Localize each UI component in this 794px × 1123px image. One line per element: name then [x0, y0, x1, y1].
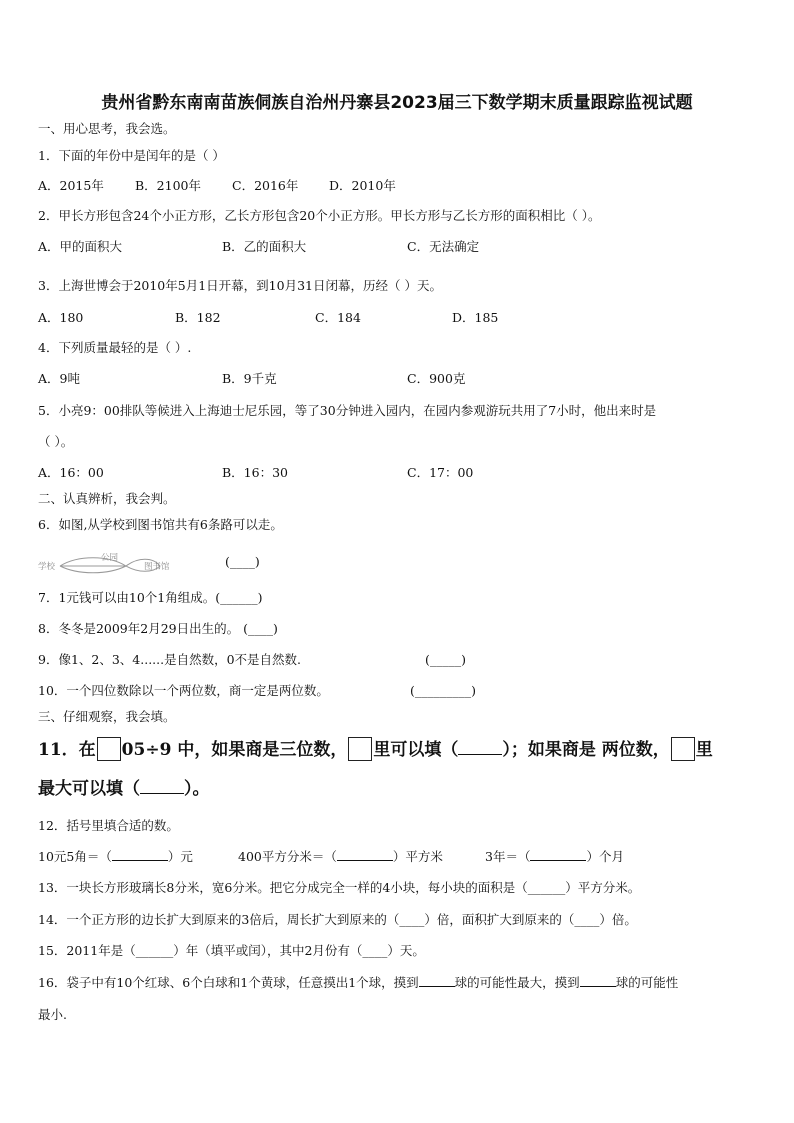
- question-11-line2: [38, 778, 210, 800]
- q16-blank-1[interactable]: [419, 986, 455, 987]
- q1-option-b: B．2100年: [135, 178, 201, 193]
- q11-part4: ）；如果商是 两位数，: [502, 740, 670, 760]
- q16-part2: 球的可能性最大，摸到: [454, 975, 580, 990]
- question-5-stem-cont: （ ）。: [38, 434, 74, 449]
- q1-option-a: A．2015年: [38, 178, 104, 193]
- q12-a-suffix: ）元: [167, 849, 193, 864]
- section-heading-1: 一、用心思考，我会选。: [38, 121, 176, 136]
- section-heading-3: 三、仔细观察，我会填。: [38, 709, 176, 724]
- question-5-stem: 5．小亮9：00排队等候进入上海迪士尼乐园，等了30分钟进入园内，在园内参观游玩共用了7小时，他出来时是: [38, 403, 657, 418]
- question-6-stem: 6．如图,从学校到图书馆共有6条路可以走。: [38, 517, 283, 532]
- fig-label-park: 公园: [101, 553, 119, 563]
- q5-option-a: A．16：00: [38, 465, 104, 480]
- q16-part1: 16．袋子中有10个红球、6个白球和1个黄球，任意摸出1个球，摸到: [38, 975, 419, 990]
- question-16-line2: 最小.: [38, 1007, 67, 1022]
- q5-option-b: B．16：30: [222, 465, 288, 480]
- q16-blank-2[interactable]: [580, 986, 616, 987]
- q12-item-c: [485, 849, 624, 865]
- route-diagram: [38, 553, 178, 575]
- question-13: 13．一块长方形玻璃长8分米，宽6分米。把它分成完全一样的4小块，每小块的面积是（______）平方分米。: [38, 880, 641, 895]
- q9-answer-paren: (_____): [425, 652, 467, 667]
- q12-b-blank[interactable]: [337, 860, 393, 861]
- q4-option-b: B．9千克: [222, 371, 277, 386]
- q2-option-c: C．无法确定: [407, 239, 480, 254]
- q11-part2: 05÷9 中，如果商是三位数，: [121, 740, 348, 760]
- question-4-stem: 4．下列质量最轻的是（ ）.: [38, 340, 192, 355]
- fig-label-school: 学校: [38, 562, 56, 572]
- q11-box-3[interactable]: [671, 737, 695, 761]
- fig-label-library: 图书馆: [144, 562, 170, 572]
- question-14: 14．一个正方形的边长扩大到原来的3倍后，周长扩大到原来的（____）倍，面积扩大到原来的（____）倍。: [38, 912, 637, 927]
- question-2-stem: 2．甲长方形包含24个小正方形，乙长方形包含20个小正方形。甲长方形与乙长方形的面积相比（ ）。: [38, 208, 601, 223]
- q11-part3: 里可以填（: [373, 740, 459, 760]
- q12-b-prefix: 400平方分米＝（: [238, 849, 337, 864]
- q3-option-c: C．184: [315, 310, 361, 325]
- question-16-line1: [38, 975, 678, 991]
- q2-option-b: B．乙的面积大: [222, 239, 307, 254]
- q16-part3: 球的可能性: [615, 975, 679, 990]
- q12-a-prefix: 10元5角＝（: [38, 849, 112, 864]
- q10-answer-paren: (_________): [410, 683, 477, 698]
- q3-option-a: A．180: [38, 310, 84, 325]
- q2-option-a: A．甲的面积大: [38, 239, 123, 254]
- q3-option-b: B．182: [175, 310, 221, 325]
- page-title: 贵州省黔东南南苗族侗族自治州丹寨县2023届三下数学期末质量跟踪监视试题: [101, 93, 693, 113]
- question-3-stem: 3．上海世博会于2010年5月1日开幕，到10月31日闭幕，历经（ ）天。: [38, 278, 442, 293]
- q11-part5: 里: [695, 740, 713, 760]
- question-7: 7．1元钱可以由10个1角组成。(______): [38, 590, 263, 605]
- q11-part1: 11．在: [38, 740, 96, 760]
- question-1-stem: 1．下面的年份中是闰年的是（ ）: [38, 148, 225, 163]
- question-15: 15．2011年是（______）年（填平或闰），其中2月份有（____）天。: [38, 943, 425, 958]
- q6-answer-paren: (____): [225, 554, 260, 569]
- q5-option-c: C．17：00: [407, 465, 474, 480]
- q11-box-2[interactable]: [348, 737, 372, 761]
- question-11-line1: [38, 737, 713, 761]
- q3-option-d: D．185: [452, 310, 499, 325]
- q11-blank-2[interactable]: [140, 793, 184, 794]
- q4-option-c: C．900克: [407, 371, 466, 386]
- q11-blank-1[interactable]: [458, 754, 502, 755]
- q12-item-a: [38, 849, 193, 865]
- q11-line2-end: ）。: [184, 779, 210, 799]
- q12-c-suffix: ）个月: [586, 849, 624, 864]
- q12-b-suffix: ）平方米: [392, 849, 443, 864]
- q12-item-b: [238, 849, 443, 865]
- q4-option-a: A．9吨: [38, 371, 80, 386]
- question-12-stem: 12．括号里填合适的数。: [38, 818, 179, 833]
- q12-a-blank[interactable]: [112, 860, 168, 861]
- question-10-stem: 10．一个四位数除以一个两位数，商一定是两位数。: [38, 683, 329, 698]
- q1-option-c: C．2016年: [232, 178, 299, 193]
- q12-c-blank[interactable]: [530, 860, 586, 861]
- section-heading-2: 二、认真辨析，我会判。: [38, 491, 176, 506]
- question-9-stem: 9．像1、2、3、4......是自然数，0不是自然数.: [38, 652, 302, 667]
- q11-line2-start: 最大可以填（: [38, 779, 140, 799]
- q11-box-1[interactable]: [97, 737, 121, 761]
- question-8: 8．冬冬是2009年2月29日出生的。 (____): [38, 621, 278, 636]
- q12-c-prefix: 3年＝（: [485, 849, 531, 864]
- q1-option-d: D．2010年: [329, 178, 396, 193]
